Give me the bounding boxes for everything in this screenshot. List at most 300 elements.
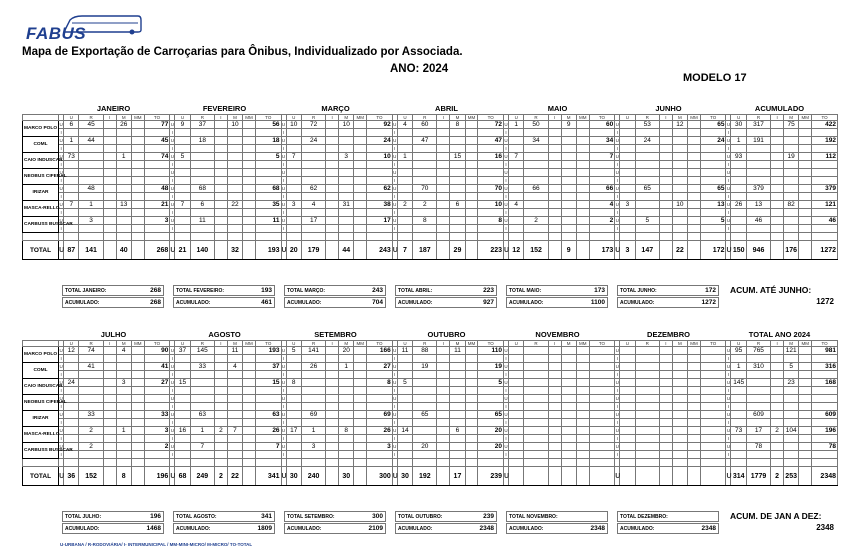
ut-letter: U — [281, 122, 286, 127]
empty-cell — [227, 403, 242, 411]
table-row — [23, 403, 838, 411]
empty-cell — [367, 177, 393, 185]
empty-cell — [64, 435, 79, 443]
ut-letter: I — [282, 356, 285, 361]
value-cell: 24 — [367, 137, 393, 145]
empty-cell — [79, 403, 103, 411]
sub-header-cell: TO — [478, 341, 504, 347]
value-cell: 4 — [589, 201, 615, 209]
value-cell — [354, 169, 367, 177]
empty-cell — [437, 419, 450, 427]
empty-cell — [116, 209, 131, 217]
empty-cell — [286, 161, 301, 169]
empty-cell — [509, 193, 524, 201]
sub-header-cell: M — [561, 115, 576, 121]
value-cell — [771, 217, 784, 225]
empty-cell — [635, 355, 659, 363]
empty-cell — [367, 403, 393, 411]
sub-header-cell: I — [548, 115, 561, 121]
value-cell — [746, 395, 770, 403]
empty-cell — [354, 233, 367, 241]
ut-letter: I — [60, 452, 62, 457]
value-cell — [175, 363, 190, 371]
value-cell: 78 — [746, 443, 770, 451]
total-cell — [326, 241, 339, 260]
empty-cell — [215, 419, 228, 427]
empty-cell — [478, 193, 504, 201]
sub-header-cell: TO — [589, 115, 615, 121]
sub-header-cell: TO — [367, 341, 393, 347]
value-cell: 765 — [746, 347, 770, 355]
empty-cell — [478, 145, 504, 153]
sub-header-cell: TO — [478, 115, 504, 121]
empty-cell — [131, 161, 144, 169]
empty-cell — [413, 371, 437, 379]
ut-letter: U — [59, 412, 63, 417]
empty-cell — [589, 355, 615, 363]
summary-label: ACUMULADO: — [287, 300, 322, 306]
empty-cell — [700, 225, 726, 233]
ut-letter: I — [727, 226, 730, 231]
value-cell — [465, 121, 478, 129]
total-cell — [131, 467, 144, 486]
summary-value: 268 — [150, 287, 161, 294]
empty-cell — [731, 403, 746, 411]
empty-cell — [286, 355, 301, 363]
table-row — [23, 129, 838, 137]
value-cell — [771, 121, 784, 129]
summary-label: TOTAL JANEIRO: — [65, 288, 107, 294]
value-cell: 18 — [255, 137, 281, 145]
value-cell — [799, 201, 812, 209]
accumulated-box — [506, 523, 608, 534]
empty-cell — [144, 419, 170, 427]
empty-cell — [413, 435, 437, 443]
total-cell — [576, 467, 589, 486]
value-cell: 141 — [301, 347, 325, 355]
value-cell — [437, 347, 450, 355]
value-cell: 65 — [700, 185, 726, 193]
empty-cell — [688, 193, 701, 201]
empty-cell — [326, 355, 339, 363]
value-cell — [397, 443, 412, 451]
empty-cell — [524, 161, 548, 169]
empty-cell — [255, 225, 281, 233]
value-cell: 35 — [255, 201, 281, 209]
ut-letter: U — [59, 348, 63, 353]
ut-letter: I — [282, 226, 285, 231]
empty-cell — [437, 435, 450, 443]
total-cell — [509, 467, 524, 486]
empty-cell — [478, 435, 504, 443]
empty-cell — [286, 193, 301, 201]
value-cell — [672, 347, 687, 355]
value-cell — [672, 427, 687, 435]
ut-letter: U — [170, 170, 174, 175]
empty-cell — [131, 129, 144, 137]
value-cell — [450, 137, 465, 145]
empty-cell — [450, 451, 465, 459]
value-cell — [131, 443, 144, 451]
empty-cell — [79, 225, 103, 233]
ut-letter: I — [616, 194, 618, 199]
accumulated-value: 1272 — [816, 297, 834, 306]
value-cell: 121 — [812, 201, 838, 209]
value-cell: 24 — [301, 137, 325, 145]
sub-header-cell: MM — [243, 115, 256, 121]
value-cell — [116, 395, 131, 403]
sub-header-cell: R — [524, 115, 548, 121]
empty-cell — [746, 355, 770, 363]
empty-cell — [465, 371, 478, 379]
value-cell — [659, 395, 672, 403]
empty-cell — [190, 129, 214, 137]
empty-cell — [354, 145, 367, 153]
empty-cell — [367, 419, 393, 427]
value-cell — [175, 411, 190, 419]
value-cell — [561, 363, 576, 371]
ut-letter: U — [59, 154, 63, 159]
value-cell: 73 — [64, 153, 79, 161]
empty-cell — [561, 233, 576, 241]
empty-cell — [326, 209, 339, 217]
value-cell: 23 — [783, 379, 798, 387]
value-cell — [227, 411, 242, 419]
value-cell — [620, 363, 635, 371]
empty-cell — [144, 129, 170, 137]
empty-cell — [116, 355, 131, 363]
value-cell — [190, 379, 214, 387]
value-cell: 72 — [478, 121, 504, 129]
empty-cell — [79, 459, 103, 467]
empty-cell — [731, 435, 746, 443]
ut-letter: U — [393, 428, 397, 433]
ut-letter: U — [615, 467, 620, 486]
value-cell — [175, 395, 190, 403]
ut-letter: U — [170, 154, 174, 159]
ut-letter: I — [727, 388, 730, 393]
value-cell — [465, 395, 478, 403]
empty-cell — [812, 355, 838, 363]
value-cell: 4 — [116, 347, 131, 355]
value-cell: 2 — [589, 217, 615, 225]
value-cell: 73 — [731, 427, 746, 435]
empty-cell — [478, 371, 504, 379]
ut-letter: I — [505, 194, 507, 199]
ut-letter: U — [726, 412, 731, 417]
value-cell — [576, 395, 589, 403]
total-cell: 249 — [190, 467, 214, 486]
table-row — [23, 411, 838, 419]
value-cell — [286, 169, 301, 177]
empty-cell — [79, 419, 103, 427]
value-cell: 41 — [79, 363, 103, 371]
sub-header-cell: U — [731, 115, 746, 121]
empty-cell — [799, 435, 812, 443]
empty-cell — [659, 459, 672, 467]
value-cell — [301, 395, 325, 403]
sub-header-cell: R — [190, 341, 214, 347]
empty-cell — [413, 419, 437, 427]
value-cell — [450, 217, 465, 225]
ut-letter: I — [282, 404, 285, 409]
ut-letter: I — [616, 178, 618, 183]
empty-cell — [397, 451, 412, 459]
summary-label: ACUMULADO: — [620, 526, 655, 532]
empty-cell — [783, 459, 798, 467]
empty-cell — [672, 371, 687, 379]
month-header: TOTAL ANO 2024 — [748, 330, 811, 339]
empty-cell — [215, 403, 228, 411]
empty-cell — [688, 209, 701, 217]
ut-letter: I — [505, 388, 507, 393]
empty-cell — [437, 177, 450, 185]
month-header: AGOSTO — [208, 330, 241, 339]
ut-letter: U — [615, 122, 619, 127]
value-cell — [620, 121, 635, 129]
empty-cell — [478, 209, 504, 217]
table-row — [23, 161, 838, 169]
empty-cell — [524, 225, 548, 233]
ut-letter: I — [60, 162, 62, 167]
value-cell — [620, 411, 635, 419]
value-cell — [243, 121, 256, 129]
empty-cell — [799, 233, 812, 241]
total-cell: 2 — [771, 467, 784, 486]
empty-cell — [620, 459, 635, 467]
value-cell: 68 — [190, 185, 214, 193]
value-cell — [509, 427, 524, 435]
sub-header-cell: R — [635, 341, 659, 347]
summary-label: TOTAL JULHO: — [65, 514, 102, 520]
summary-value: 2109 — [368, 525, 383, 532]
value-cell — [771, 411, 784, 419]
empty-cell — [79, 177, 103, 185]
empty-cell — [339, 459, 354, 467]
empty-cell — [339, 451, 354, 459]
value-cell — [437, 363, 450, 371]
sub-header-cell: I — [659, 115, 672, 121]
empty-cell — [79, 387, 103, 395]
empty-cell — [672, 145, 687, 153]
value-cell: 27 — [144, 379, 170, 387]
value-cell: 69 — [301, 411, 325, 419]
value-cell — [215, 395, 228, 403]
value-cell — [437, 427, 450, 435]
value-cell — [64, 427, 79, 435]
empty-cell — [524, 387, 548, 395]
empty-cell — [103, 387, 116, 395]
value-cell — [548, 395, 561, 403]
empty-cell — [812, 145, 838, 153]
total-cell — [688, 241, 701, 260]
sub-header-cell: MM — [465, 115, 478, 121]
empty-cell — [354, 419, 367, 427]
empty-cell — [243, 233, 256, 241]
month-total-box — [617, 285, 719, 296]
empty-cell — [243, 387, 256, 395]
value-cell: 46 — [746, 217, 770, 225]
value-cell — [103, 121, 116, 129]
empty-cell — [367, 193, 393, 201]
value-cell — [286, 137, 301, 145]
empty-cell — [659, 419, 672, 427]
empty-cell — [731, 459, 746, 467]
empty-cell — [799, 161, 812, 169]
total-cell — [561, 467, 576, 486]
sub-header-cell: R — [190, 115, 214, 121]
empty-cell — [731, 387, 746, 395]
sub-header-cell: I — [326, 115, 339, 121]
value-cell — [397, 395, 412, 403]
empty-cell — [561, 403, 576, 411]
value-cell — [659, 379, 672, 387]
value-cell: 24 — [635, 137, 659, 145]
total-cell: 22 — [672, 241, 687, 260]
value-cell — [116, 185, 131, 193]
ut-letter: I — [727, 210, 730, 215]
empty-cell — [548, 387, 561, 395]
ut-letter: U — [504, 170, 508, 175]
ut-letter: U — [504, 396, 508, 401]
value-cell: 82 — [783, 201, 798, 209]
empty-cell — [700, 129, 726, 137]
value-cell — [243, 169, 256, 177]
ut-letter: U — [281, 412, 286, 417]
empty-cell — [450, 129, 465, 137]
value-cell — [243, 379, 256, 387]
value-cell — [548, 427, 561, 435]
empty-cell — [413, 145, 437, 153]
value-cell: 41 — [144, 363, 170, 371]
total-cell: 2348 — [812, 467, 838, 486]
total-cell — [548, 241, 561, 260]
value-cell — [286, 443, 301, 451]
total-cell — [103, 467, 116, 486]
value-cell — [450, 395, 465, 403]
ut-letter: I — [60, 130, 62, 135]
empty-cell — [64, 233, 79, 241]
table-row — [23, 185, 838, 193]
empty-cell — [700, 355, 726, 363]
total-cell: 30 — [286, 467, 301, 486]
value-cell — [509, 169, 524, 177]
total-cell: 12 — [509, 241, 524, 260]
sub-header-cell: TO — [367, 115, 393, 121]
empty-cell — [561, 459, 576, 467]
empty-cell — [64, 161, 79, 169]
empty-cell — [576, 403, 589, 411]
empty-cell — [465, 193, 478, 201]
ut-letter: U — [726, 428, 731, 433]
association-label: MARCO POLO — [23, 347, 59, 363]
empty-cell — [478, 459, 504, 467]
value-cell — [620, 395, 635, 403]
value-cell — [215, 347, 228, 355]
value-cell — [524, 379, 548, 387]
value-cell — [397, 185, 412, 193]
empty-cell — [450, 209, 465, 217]
value-cell — [215, 217, 228, 225]
section-second-half — [22, 330, 838, 535]
sub-header-cell: M — [227, 115, 242, 121]
association-label: COML — [23, 363, 59, 379]
sub-header-cell: M — [783, 115, 798, 121]
empty-cell — [243, 129, 256, 137]
value-cell — [243, 443, 256, 451]
table-row — [23, 363, 838, 371]
ut-letter: I — [616, 372, 618, 377]
value-cell — [524, 153, 548, 161]
summary-label: TOTAL DEZEMBRO: — [620, 514, 668, 520]
empty-cell — [103, 451, 116, 459]
empty-cell — [397, 459, 412, 467]
value-cell: 88 — [413, 347, 437, 355]
empty-cell — [243, 161, 256, 169]
value-cell: 16 — [175, 427, 190, 435]
empty-cell — [227, 129, 242, 137]
empty-cell — [131, 419, 144, 427]
association-label: NEOBUS CIFERAL — [23, 395, 59, 411]
ut-letter: I — [616, 420, 618, 425]
empty-cell — [116, 129, 131, 137]
empty-cell — [478, 225, 504, 233]
empty-cell — [326, 435, 339, 443]
empty-cell — [478, 129, 504, 137]
value-cell — [771, 169, 784, 177]
ut-letter: I — [616, 162, 618, 167]
empty-cell — [561, 177, 576, 185]
value-cell — [103, 217, 116, 225]
ut-letter: U — [281, 202, 286, 207]
empty-cell — [799, 355, 812, 363]
empty-cell — [413, 355, 437, 363]
empty-cell — [548, 419, 561, 427]
empty-cell — [227, 145, 242, 153]
empty-cell — [413, 233, 437, 241]
empty-cell — [397, 419, 412, 427]
ut-letter: I — [616, 146, 618, 151]
ut-letter: U — [281, 138, 286, 143]
empty-cell — [339, 371, 354, 379]
empty-cell — [397, 371, 412, 379]
empty-cell — [339, 387, 354, 395]
ut-letter: I — [60, 356, 62, 361]
summary-label: ACUMULADO: — [65, 300, 100, 306]
empty-cell — [524, 451, 548, 459]
value-cell — [688, 395, 701, 403]
value-cell — [103, 395, 116, 403]
sub-header-cell: MM — [465, 341, 478, 347]
ut-letter: I — [171, 226, 173, 231]
value-cell: 191 — [746, 137, 770, 145]
empty-cell — [524, 403, 548, 411]
month-total-box — [284, 285, 386, 296]
value-cell — [326, 169, 339, 177]
ut-letter: U — [504, 444, 508, 449]
value-cell — [465, 411, 478, 419]
sub-header-cell: MM — [799, 115, 812, 121]
ut-letter: U — [392, 467, 397, 486]
empty-cell — [465, 129, 478, 137]
value-cell — [354, 121, 367, 129]
value-cell — [561, 153, 576, 161]
summary-value: 1468 — [146, 525, 161, 532]
summary-value: 300 — [372, 513, 383, 520]
value-cell: 112 — [812, 153, 838, 161]
empty-cell — [215, 145, 228, 153]
month-header: ACUMULADO — [754, 104, 805, 113]
